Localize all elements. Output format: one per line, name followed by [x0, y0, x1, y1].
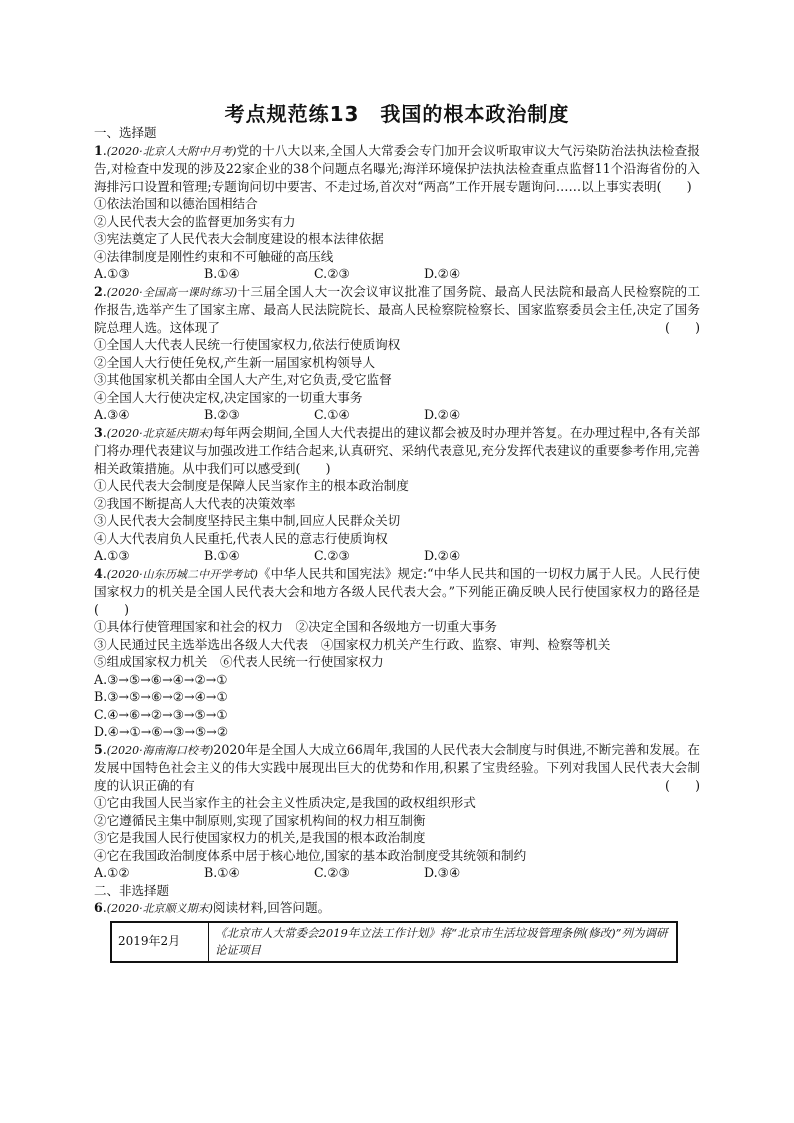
statement-item: ①具体行使管理国家和社会的权力 ②决定全国和各级地方一切重大事务	[94, 619, 497, 634]
question-text: 阅读材料,回答问题。	[212, 900, 331, 915]
question-5	[94, 741, 700, 882]
option-b[interactable]: B.①④	[204, 266, 240, 281]
answer-options	[94, 406, 700, 424]
statement-item: ①全国人大代表人民统一行使国家权力,依法行使质询权	[94, 337, 401, 352]
statement-item: ③宪法奠定了人民代表大会制度建设的根本法律依据	[94, 231, 384, 246]
question-stem: 6.(2020·北京顺义期末)阅读材料,回答问题。	[94, 900, 331, 915]
option-b[interactable]: B.①④	[204, 865, 240, 880]
statement-item: ②全国人大行使任免权,产生新一届国家机构领导人	[94, 354, 376, 370]
statement-item: ④人大代表肩负人民重托,代表人民的意志行使质询权	[94, 530, 388, 546]
question-stem: 2.(2020·全国高一课时练习)十三届全国人大一次会议审议批准了国务院、最高人民法院和最高人民检察院的工作报告,选举产生了国家主席、最高人民法院院长、最高人民检察院检察长、国家监察委员会主任,决定了国务院总理人选。这体现了 ( )	[94, 283, 701, 335]
question-text: 每年两会期间,全国人大代表提出的建议都会被及时办理并答复。在办理过程中,各有关部门将办理代表建议与加强改进工作结合起来,认真研究、采纳代表意见,充分发挥代表建议的重要参考作用,完善相关政策措施。从中我们可以感受到( )	[94, 424, 701, 476]
table-cell-description: 《北京市人大常委会2019年立法工作计划》将“北京市生活垃圾管理条例(修改)”列为调研论证项目	[209, 922, 678, 962]
statement-list	[94, 477, 700, 547]
question-number: 6	[94, 900, 103, 915]
option-a[interactable]: A.①③	[94, 548, 130, 563]
question-6	[94, 899, 700, 963]
statement-item: ③其他国家机关都由全国人大产生,对它负责,受它监督	[94, 372, 392, 387]
option-d[interactable]: D.④→①→⑥→③→⑤→②	[94, 724, 229, 739]
answer-paren: ( )	[664, 777, 700, 793]
statement-item: ①依法治国和以德治国相结合	[94, 196, 258, 211]
question-number: 1	[94, 142, 103, 158]
statement-list	[94, 195, 700, 265]
statement-item: ①人民代表大会制度是保障人民当家作主的根本政治制度	[94, 478, 409, 493]
section-heading-choice: 一、选择题	[94, 125, 157, 140]
statement-item: ④法律制度是刚性约束和不可触碰的高压线	[94, 248, 334, 264]
statement-item: ④全国人大行使决定权,决定国家的一切重大事务	[94, 389, 363, 405]
statement-item: ①它由我国人民当家作主的社会主义性质决定,是我国的政权组织形式	[94, 795, 476, 810]
section-heading-nonchoice: 二、非选择题	[94, 882, 170, 898]
option-c[interactable]: C.②③	[314, 548, 350, 563]
option-b[interactable]: B.③→⑤→⑥→②→④→①	[94, 689, 228, 704]
option-a[interactable]: A.①②	[94, 865, 130, 880]
option-c[interactable]: C.②③	[314, 266, 350, 281]
answer-options	[94, 864, 700, 882]
option-a[interactable]: A.③→⑤→⑥→④→②→①	[94, 671, 228, 687]
question-number: 3	[94, 424, 103, 440]
question-text: 党的十八大以来,全国人大常委会专门加开会议听取审议大气污染防治法执法检查报告,对检查中发现的涉及22家企业的38个问题点名曝光;海洋环境保护法执法检查重点监督11个沿海省份的入海排污口设置和管理;专题询问切中要害、不走过场,首次对“两高”工作开展专题询问……以上事实表明( )	[94, 142, 700, 194]
question-text: 2020年是全国人大成立66周年,我国的人民代表大会制度与时俱进,不断完善和发展。在发展中国特色社会主义的伟大实践中展现出巨大的优势和作用,积累了宝贵经验。下列对我国人民代表大会制度的认识正确的有	[94, 741, 700, 793]
statement-item: ③它是我国人民行使国家权力的机关,是我国的根本政治制度	[94, 830, 426, 845]
question-stem: 4.(2020·山东历城二中开学考试)《中华人民共和国宪法》规定:“中华人民共和国的一切权力属于人民。人民行使国家权力的机关是全国人民代表大会和地方各级人民代表大会。”下列能正确反映人民行使国家权力的路径是( )	[94, 565, 700, 617]
statement-item: ②它遵循民主集中制原则,实现了国家机构间的权力相互制衡	[94, 812, 426, 828]
option-c[interactable]: C.①④	[314, 407, 350, 422]
statement-item: ②人民代表大会的监督更加务实有力	[94, 213, 296, 229]
question-source: (2020·山东历城二中开学考试)	[106, 567, 258, 581]
table-row	[111, 922, 677, 962]
statement-list	[94, 794, 700, 864]
question-stem: 5.(2020·海南海口校考)2020年是全国人大成立66周年,我国的人民代表大会制度与时俱进,不断完善和发展。在发展中国特色社会主义的伟大实践中展现出巨大的优势和作用,积累了宝贵经验。下列对我国人民代表大会制度的认识正确的有 ( )	[94, 741, 700, 793]
option-a[interactable]: A.③④	[94, 407, 130, 422]
statement-item: ④它在我国政治制度体系中居于核心地位,国家的基本政治制度受其统领和制约	[94, 847, 527, 863]
question-text: 《中华人民共和国宪法》规定:“中华人民共和国的一切权力属于人民。人民行使国家权力的机关是全国人民代表大会和地方各级人民代表大会。”下列能正确反映人民行使国家权力的路径是( )	[94, 565, 700, 617]
question-source: (2020·北京人大附中月考)	[106, 144, 237, 158]
statement-item: ⑤组成国家权力机关 ⑥代表人民统一行使国家权力	[94, 654, 384, 669]
question-source: (2020·北京顺义期末)	[106, 902, 213, 915]
option-d[interactable]: D.②④	[424, 548, 461, 563]
content-body	[94, 124, 700, 963]
material-table	[110, 921, 678, 963]
statement-list	[94, 618, 700, 671]
statement-list	[94, 336, 700, 406]
question-2	[94, 283, 700, 424]
table-cell-date: 2019年2月	[111, 922, 209, 962]
statement-item: ③人民代表大会制度坚持民主集中制,回应人民群众关切	[94, 513, 401, 528]
option-c[interactable]: C.②③	[314, 865, 350, 880]
question-number: 5	[94, 741, 103, 757]
question-source: (2020·全国高一课时练习)	[106, 285, 238, 299]
answer-options	[94, 265, 700, 283]
page-title: 考点规范练13 我国的根本政治制度	[224, 102, 570, 126]
question-1	[94, 142, 700, 283]
statement-item: ②我国不断提高人大代表的决策效率	[94, 495, 296, 511]
question-number: 2	[94, 283, 103, 299]
question-3	[94, 424, 700, 565]
question-number: 4	[94, 565, 103, 581]
option-b[interactable]: B.①④	[204, 548, 240, 563]
statement-item: ③人民通过民主选举选出各级人大代表 ④国家权力机关产生行政、监察、审判、检察等机关	[94, 636, 611, 652]
question-stem: 1.(2020·北京人大附中月考)党的十八大以来,全国人大常委会专门加开会议听取审议大气污染防治法执法检查报告,对检查中发现的涉及22家企业的38个问题点名曝光;海洋环境保护法执法检查重点监督11个沿海省份的入海排污口设置和管理;专题询问切中要害、不走过场,首次对“两高”工作开展专题询问……以上事实表明( )	[94, 142, 700, 194]
option-d[interactable]: D.②④	[424, 266, 461, 281]
question-text: 十三届全国人大一次会议审议批准了国务院、最高人民法院和最高人民检察院的工作报告,选举产生了国家主席、最高人民法院院长、最高人民检察院检察长、国家监察委员会主任,决定了国务院总理人选。这体现了	[94, 283, 701, 335]
option-b[interactable]: B.②③	[204, 407, 240, 422]
option-a[interactable]: A.①③	[94, 266, 130, 281]
option-c[interactable]: C.④→⑥→②→③→⑤→①	[94, 706, 228, 722]
question-source: (2020·北京延庆期末)	[106, 426, 213, 440]
answer-options	[94, 547, 700, 565]
option-d[interactable]: D.②④	[424, 407, 461, 422]
answer-options	[94, 671, 700, 741]
question-stem: 3.(2020·北京延庆期末)每年两会期间,全国人大代表提出的建议都会被及时办理并答复。在办理过程中,各有关部门将办理代表建议与加强改进工作结合起来,认真研究、采纳代表意见,充分发挥代表建议的重要参考作用,完善相关政策措施。从中我们可以感受到( )	[94, 424, 701, 476]
question-4	[94, 565, 700, 741]
question-source: (2020·海南海口校考)	[106, 743, 214, 757]
answer-paren: ( )	[664, 319, 700, 335]
option-d[interactable]: D.③④	[424, 865, 461, 880]
